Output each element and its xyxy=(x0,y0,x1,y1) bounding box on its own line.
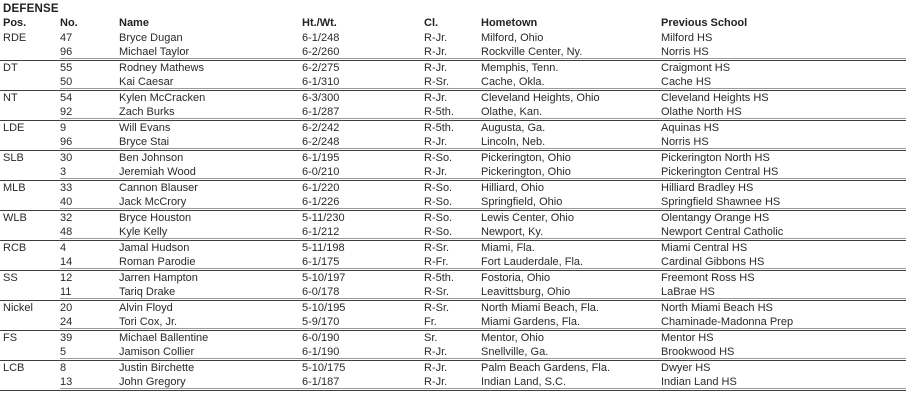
cell-no: 33 xyxy=(60,182,73,194)
cell-previous-school: Craigmont HS xyxy=(661,62,731,74)
cell-class: R-Jr. xyxy=(424,362,448,374)
cell-previous-school: Pickerington Central HS xyxy=(661,165,906,179)
table-row xyxy=(0,315,906,329)
position-group xyxy=(0,121,906,151)
cell-name: Jamison Collier xyxy=(119,345,302,359)
cell-htwt: 6-2/275 xyxy=(302,62,340,74)
cell-no: 96 xyxy=(60,135,119,149)
cell-class: R-Jr. xyxy=(424,62,448,74)
cell-previous-school: Dwyer HS xyxy=(661,362,711,374)
table-row xyxy=(0,151,906,165)
cell-hometown: Milford, Ohio xyxy=(481,32,544,44)
cell-htwt: 6-0/178 xyxy=(302,285,424,299)
cell-previous-school: Aquinas HS xyxy=(661,122,720,134)
cell-previous-school: North Miami Beach HS xyxy=(661,302,773,314)
cell-no: 24 xyxy=(60,315,119,329)
column-header-class: Cl. xyxy=(424,17,439,29)
position-group xyxy=(0,91,906,121)
cell-class: R-Sr. xyxy=(424,75,481,89)
cell-no: 96 xyxy=(60,45,119,59)
cell-pos: Nickel xyxy=(3,302,33,314)
column-header-hometown: Hometown xyxy=(481,17,538,29)
column-header-htwt: Ht./Wt. xyxy=(302,17,337,29)
cell-previous-school: Olathe North HS xyxy=(661,105,906,119)
cell-pos xyxy=(0,135,60,149)
cell-name: Jeremiah Wood xyxy=(119,165,302,179)
cell-hometown: Snellville, Ga. xyxy=(481,345,661,359)
table-row xyxy=(0,91,906,105)
cell-previous-school: Hilliard Bradley HS xyxy=(661,182,754,194)
cell-name: Alvin Floyd xyxy=(119,302,173,314)
cell-previous-school: Springfield Shawnee HS xyxy=(661,195,906,209)
cell-class: R-Jr. xyxy=(424,92,448,104)
cell-name: Kyle Kelly xyxy=(119,225,302,239)
position-group xyxy=(0,331,906,361)
cell-class: R-So. xyxy=(424,152,453,164)
cell-pos: DT xyxy=(3,62,18,74)
cell-htwt: 6-3/300 xyxy=(302,92,340,104)
table-row xyxy=(0,211,906,225)
cell-class: R-So. xyxy=(424,225,481,239)
cell-class: R-So. xyxy=(424,182,453,194)
cell-pos: LDE xyxy=(3,122,25,134)
cell-class: R-Jr. xyxy=(424,135,481,149)
cell-no: 3 xyxy=(60,165,119,179)
cell-htwt: 6-1/190 xyxy=(302,345,424,359)
cell-hometown: Hilliard, Ohio xyxy=(481,182,544,194)
table-row xyxy=(0,271,906,285)
cell-pos xyxy=(0,195,60,209)
cell-hometown: Newport, Ky. xyxy=(481,225,661,239)
cell-name: Jack McCrory xyxy=(119,195,302,209)
table-row xyxy=(0,241,906,255)
table-row xyxy=(0,61,906,75)
cell-hometown: Fostoria, Ohio xyxy=(481,272,551,284)
cell-no: 8 xyxy=(60,362,67,374)
cell-class: R-Jr. xyxy=(424,32,448,44)
cell-htwt: 5-9/170 xyxy=(302,315,424,329)
cell-hometown: Pickerington, Ohio xyxy=(481,152,571,164)
cell-previous-school: Cleveland Heights HS xyxy=(661,92,769,104)
cell-hometown: Leavittsburg, Ohio xyxy=(481,285,661,299)
table-title: DEFENSE xyxy=(3,3,59,15)
table-row xyxy=(0,135,906,149)
cell-class: R-5th. xyxy=(424,105,481,119)
cell-class: R-Jr. xyxy=(424,165,481,179)
cell-no: 55 xyxy=(60,62,73,74)
cell-class: R-5th. xyxy=(424,272,454,284)
cell-pos: WLB xyxy=(3,212,27,224)
cell-no: 12 xyxy=(60,272,73,284)
table-row xyxy=(0,285,906,299)
cell-htwt: 6-2/260 xyxy=(302,45,424,59)
cell-hometown: Springfield, Ohio xyxy=(481,195,661,209)
cell-htwt: 5-11/198 xyxy=(302,242,345,254)
cell-pos xyxy=(0,165,60,179)
cell-htwt: 6-1/310 xyxy=(302,75,424,89)
cell-name: John Gregory xyxy=(119,375,302,389)
cell-pos xyxy=(0,255,60,269)
cell-no: 5 xyxy=(60,345,119,359)
cell-name: Ben Johnson xyxy=(119,152,184,164)
cell-htwt: 6-1/248 xyxy=(302,32,340,44)
cell-name: Jamal Hudson xyxy=(119,242,190,254)
cell-name: Kai Caesar xyxy=(119,75,302,89)
table-row xyxy=(0,45,906,59)
cell-hometown: Cleveland Heights, Ohio xyxy=(481,92,600,104)
cell-previous-school: Brookwood HS xyxy=(661,345,906,359)
cell-pos xyxy=(0,315,60,329)
cell-htwt: 6-1/175 xyxy=(302,255,424,269)
cell-no: 20 xyxy=(60,302,73,314)
cell-hometown: Miami Gardens, Fla. xyxy=(481,315,661,329)
cell-no: 54 xyxy=(60,92,73,104)
cell-htwt: 6-2/242 xyxy=(302,122,340,134)
column-header-name: Name xyxy=(119,17,149,29)
cell-class: R-Jr. xyxy=(424,345,481,359)
cell-hometown: Rockville Center, Ny. xyxy=(481,45,661,59)
table-row xyxy=(0,165,906,179)
table-row xyxy=(0,345,906,359)
cell-name: Roman Parodie xyxy=(119,255,302,269)
cell-previous-school: Miami Central HS xyxy=(661,242,748,254)
cell-pos xyxy=(0,45,60,59)
cell-name: Michael Taylor xyxy=(119,45,302,59)
cell-hometown: Lincoln, Neb. xyxy=(481,135,661,149)
cell-htwt: 6-1/195 xyxy=(302,152,340,164)
cell-htwt: 5-10/195 xyxy=(302,302,346,314)
cell-htwt: 6-1/187 xyxy=(302,375,424,389)
cell-pos xyxy=(0,285,60,299)
table-row xyxy=(0,75,906,89)
table-row xyxy=(0,255,906,269)
cell-pos: NT xyxy=(3,92,18,104)
cell-previous-school: Chaminade-Madonna Prep xyxy=(661,315,906,329)
position-group xyxy=(0,361,906,391)
cell-htwt: 6-1/226 xyxy=(302,195,424,209)
table-row xyxy=(0,375,906,389)
cell-class: Sr. xyxy=(424,332,438,344)
cell-name: Zach Burks xyxy=(119,105,302,119)
cell-previous-school: Freemont Ross HS xyxy=(661,272,755,284)
position-group xyxy=(0,151,906,181)
table-row xyxy=(0,331,906,345)
cell-no: 9 xyxy=(60,122,67,134)
cell-pos: RCB xyxy=(3,242,27,254)
cell-pos xyxy=(0,225,60,239)
cell-name: Tori Cox, Jr. xyxy=(119,315,302,329)
cell-name: Justin Birchette xyxy=(119,362,195,374)
cell-no: 50 xyxy=(60,75,119,89)
cell-hometown: Palm Beach Gardens, Fla. xyxy=(481,362,611,374)
cell-htwt: 6-1/212 xyxy=(302,225,424,239)
cell-pos xyxy=(0,375,60,389)
cell-no: 4 xyxy=(60,242,67,254)
cell-hometown: Indian Land, S.C. xyxy=(481,375,661,389)
cell-no: 30 xyxy=(60,152,73,164)
cell-class: R-Fr. xyxy=(424,255,481,269)
cell-hometown: Augusta, Ga. xyxy=(481,122,546,134)
table-row xyxy=(0,105,906,119)
cell-htwt: 5-10/197 xyxy=(302,272,346,284)
cell-no: 39 xyxy=(60,332,73,344)
cell-previous-school: Newport Central Catholic xyxy=(661,225,906,239)
column-header-previous-school: Previous School xyxy=(661,17,748,29)
cell-htwt: 6-1/287 xyxy=(302,105,424,119)
cell-htwt: 6-2/248 xyxy=(302,135,424,149)
cell-no: 11 xyxy=(60,285,119,299)
cell-no: 40 xyxy=(60,195,119,209)
cell-pos: RDE xyxy=(3,32,27,44)
cell-pos: FS xyxy=(3,332,18,344)
cell-hometown: North Miami Beach, Fla. xyxy=(481,302,599,314)
cell-hometown: Fort Lauderdale, Fla. xyxy=(481,255,661,269)
cell-pos: SS xyxy=(3,272,18,284)
cell-name: Jarren Hampton xyxy=(119,272,198,284)
cell-class: R-So. xyxy=(424,195,481,209)
table-row xyxy=(0,181,906,195)
position-group xyxy=(0,61,906,91)
position-group xyxy=(0,271,906,301)
cell-class: R-Sr. xyxy=(424,242,450,254)
cell-no: 47 xyxy=(60,32,73,44)
cell-name: Bryce Stai xyxy=(119,135,302,149)
table-row xyxy=(0,121,906,135)
cell-htwt: 5-11/230 xyxy=(302,212,345,224)
cell-previous-school: Norris HS xyxy=(661,45,906,59)
column-header-no: No. xyxy=(60,17,78,29)
cell-name: Cannon Blauser xyxy=(119,182,198,194)
cell-previous-school: Mentor HS xyxy=(661,332,714,344)
cell-class: R-Sr. xyxy=(424,302,450,314)
cell-name: Will Evans xyxy=(119,122,171,134)
cell-no: 32 xyxy=(60,212,73,224)
cell-pos xyxy=(0,345,60,359)
cell-name: Bryce Dugan xyxy=(119,32,183,44)
cell-class: Fr. xyxy=(424,315,481,329)
cell-pos xyxy=(0,75,60,89)
cell-class: R-Jr. xyxy=(424,375,481,389)
cell-no: 13 xyxy=(60,375,119,389)
cell-class: R-So. xyxy=(424,212,453,224)
cell-htwt: 6-1/220 xyxy=(302,182,340,194)
cell-previous-school: Cardinal Gibbons HS xyxy=(661,255,906,269)
cell-previous-school: Olentangy Orange HS xyxy=(661,212,770,224)
roster-groups xyxy=(0,31,906,391)
cell-pos: SLB xyxy=(3,152,24,164)
table-row xyxy=(0,361,906,375)
cell-hometown: Pickerington, Ohio xyxy=(481,165,661,179)
table-row xyxy=(0,301,906,315)
cell-previous-school: Pickerington North HS xyxy=(661,152,770,164)
table-row xyxy=(0,195,906,209)
position-group xyxy=(0,31,906,61)
cell-hometown: Olathe, Kan. xyxy=(481,105,661,119)
cell-hometown: Memphis, Tenn. xyxy=(481,62,559,74)
cell-name: Bryce Houston xyxy=(119,212,192,224)
cell-name: Tariq Drake xyxy=(119,285,302,299)
position-group xyxy=(0,211,906,241)
cell-previous-school: Norris HS xyxy=(661,135,906,149)
cell-name: Kylen McCracken xyxy=(119,92,206,104)
cell-hometown: Mentor, Ohio xyxy=(481,332,544,344)
cell-previous-school: Cache HS xyxy=(661,75,906,89)
cell-pos xyxy=(0,105,60,119)
cell-no: 92 xyxy=(60,105,119,119)
cell-hometown: Cache, Okla. xyxy=(481,75,661,89)
cell-hometown: Miami, Fla. xyxy=(481,242,535,254)
defense-roster-table xyxy=(0,16,906,391)
cell-pos: MLB xyxy=(3,182,26,194)
cell-name: Rodney Mathews xyxy=(119,62,204,74)
cell-previous-school: Milford HS xyxy=(661,32,713,44)
cell-htwt: 5-10/175 xyxy=(302,362,346,374)
cell-previous-school: LaBrae HS xyxy=(661,285,906,299)
cell-class: R-Sr. xyxy=(424,285,481,299)
cell-htwt: 6-0/190 xyxy=(302,332,340,344)
cell-class: R-5th. xyxy=(424,122,454,134)
table-row xyxy=(0,31,906,45)
cell-no: 14 xyxy=(60,255,119,269)
column-header-pos: Pos. xyxy=(3,17,27,29)
position-group xyxy=(0,241,906,271)
header-row xyxy=(0,16,906,31)
cell-class: R-Jr. xyxy=(424,45,481,59)
cell-pos: LCB xyxy=(3,362,25,374)
cell-htwt: 6-0/210 xyxy=(302,165,424,179)
position-group xyxy=(0,181,906,211)
table-row xyxy=(0,225,906,239)
cell-previous-school: Indian Land HS xyxy=(661,375,906,389)
cell-name: Michael Ballentine xyxy=(119,332,209,344)
cell-hometown: Lewis Center, Ohio xyxy=(481,212,574,224)
position-group xyxy=(0,301,906,331)
cell-no: 48 xyxy=(60,225,119,239)
